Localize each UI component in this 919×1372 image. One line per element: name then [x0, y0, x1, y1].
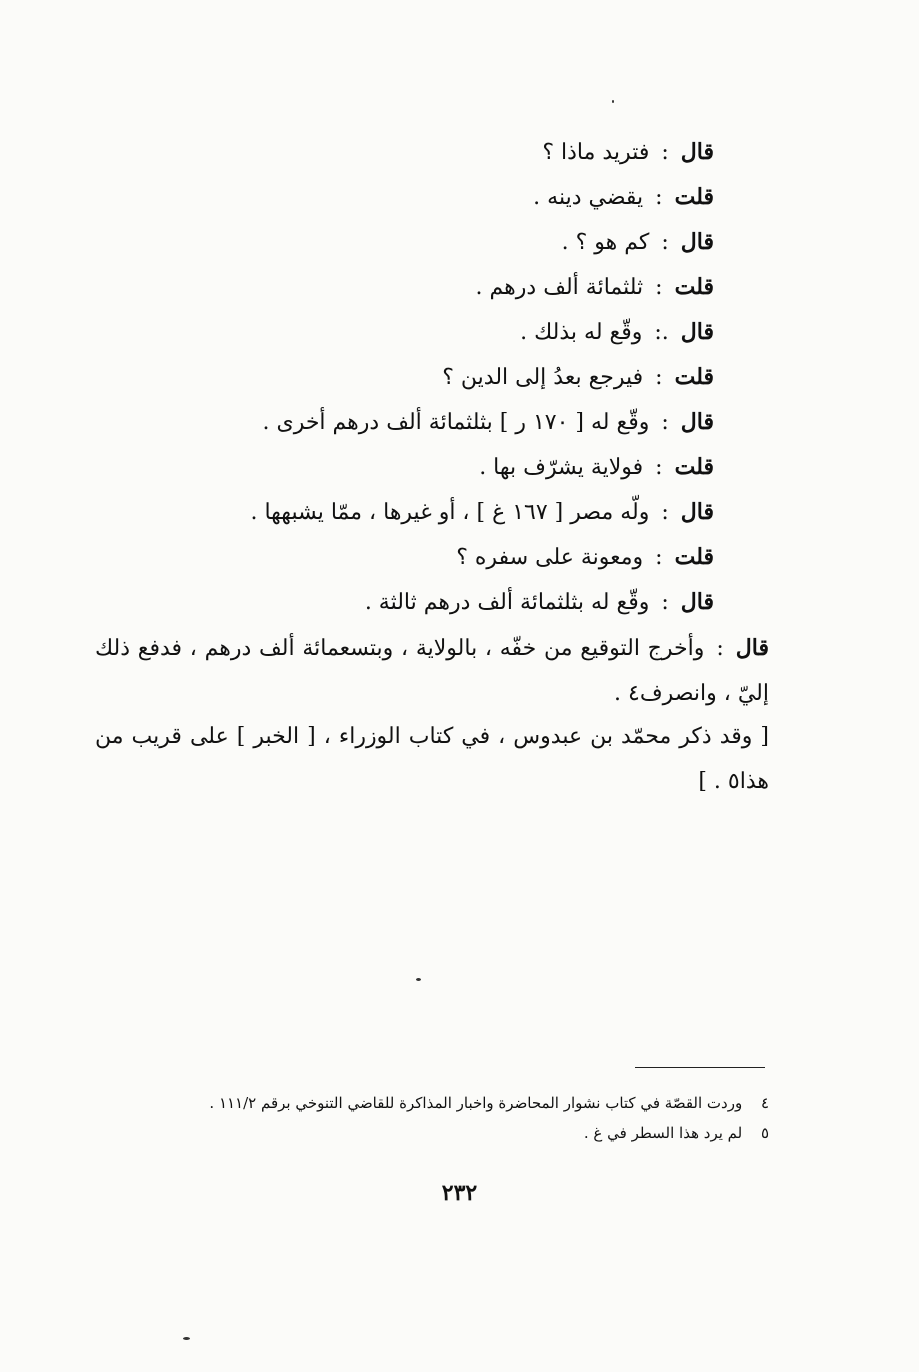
speaker-label: قلت	[674, 364, 714, 390]
footnote-number: ٤	[760, 1094, 769, 1112]
speaker-label: قلت	[674, 184, 714, 210]
closing-note-paragraph: [ وقد ذكر محمّد بن عبدوس ، في كتاب الوزراء ، [ الخبر ] على قريب من هذا٥ . ]	[95, 724, 769, 794]
speaker-label: قال	[680, 139, 714, 165]
dialogue-line	[90, 222, 714, 267]
dialogue-line	[90, 447, 714, 492]
separator: :	[661, 230, 669, 255]
print-speck	[183, 1337, 190, 1340]
dialogue-text: وقّع له بثلثمائة ألف درهم ثالثة .	[364, 590, 650, 615]
final-speech-paragraph	[95, 626, 769, 716]
footnote-item	[150, 1118, 769, 1148]
dialogue-line	[90, 402, 714, 447]
dialogue-text: ولّه مصر [ ١٦٧ غ ] ، أو غيرها ، ممّا يشبهها .	[250, 500, 650, 525]
dialogue-text: وقّع له بذلك .	[520, 320, 643, 345]
dialogue-line	[90, 582, 714, 627]
speaker-label: قال	[680, 499, 714, 525]
separator: :	[661, 140, 669, 165]
dialogue-line	[90, 312, 714, 357]
print-speck	[612, 100, 614, 103]
dialogue-line	[90, 357, 714, 402]
separator: :	[661, 590, 669, 615]
final-speech-text: وأخرج التوقيع من خفّه ، بالولاية ، وبتسعمائة ألف درهم ، فدفع ذلك إليّ ، وانصرف٤ .	[95, 636, 769, 706]
dialogue-text: ومعونة على سفره ؟	[456, 545, 644, 570]
print-speck	[416, 978, 421, 981]
separator: :	[655, 455, 663, 480]
separator: :	[655, 275, 663, 300]
footnotes-block	[150, 1088, 769, 1148]
separator: :	[655, 365, 663, 390]
dialogue-text: ثلثمائة ألف درهم .	[475, 275, 644, 300]
separator: :	[716, 636, 724, 661]
speaker-label: قال	[680, 409, 714, 435]
dialogue-text: فيرجع بعدُ إلى الدين ؟	[442, 365, 644, 390]
separator: :	[661, 500, 669, 525]
speaker-label: قال	[680, 589, 714, 615]
dialogue-line	[90, 492, 714, 537]
separator: :	[661, 410, 669, 435]
dialogue-text: كم هو ؟ .	[561, 230, 650, 255]
dialogue-line	[90, 267, 714, 312]
dialogue-text: يقضي دينه .	[533, 185, 644, 210]
dialogue-block	[90, 132, 714, 627]
speaker-label: قلت	[674, 454, 714, 480]
footnote-text: وردت القصّة في كتاب نشوار المحاضرة واخبار المذاكرة للقاضي التنوخي برقم ١١١/٢ .	[209, 1094, 743, 1112]
speaker-label: قال	[680, 229, 714, 255]
speaker-label: قال	[735, 635, 769, 661]
speaker-label: قال	[680, 319, 714, 345]
dialogue-line	[90, 132, 714, 177]
dialogue-text: فولاية يشرّف بها .	[479, 455, 644, 480]
footnote-text: لم يرد هذا السطر في غ .	[583, 1124, 743, 1142]
separator: :	[655, 545, 663, 570]
separator: .:	[654, 320, 669, 345]
page-number: ٢٣٢	[441, 1180, 478, 1206]
separator: :	[655, 185, 663, 210]
footnote-divider	[635, 1067, 765, 1068]
speaker-label: قلت	[674, 544, 714, 570]
dialogue-text: فتريد ماذا ؟	[542, 140, 650, 165]
dialogue-line	[90, 177, 714, 222]
dialogue-line	[90, 537, 714, 582]
footnote-item	[150, 1088, 769, 1118]
dialogue-text: وقّع له [ ١٧٠ ر ] بثلثمائة ألف درهم أخرى .	[262, 410, 650, 435]
speaker-label: قلت	[674, 274, 714, 300]
footnote-number: ٥	[760, 1124, 769, 1142]
